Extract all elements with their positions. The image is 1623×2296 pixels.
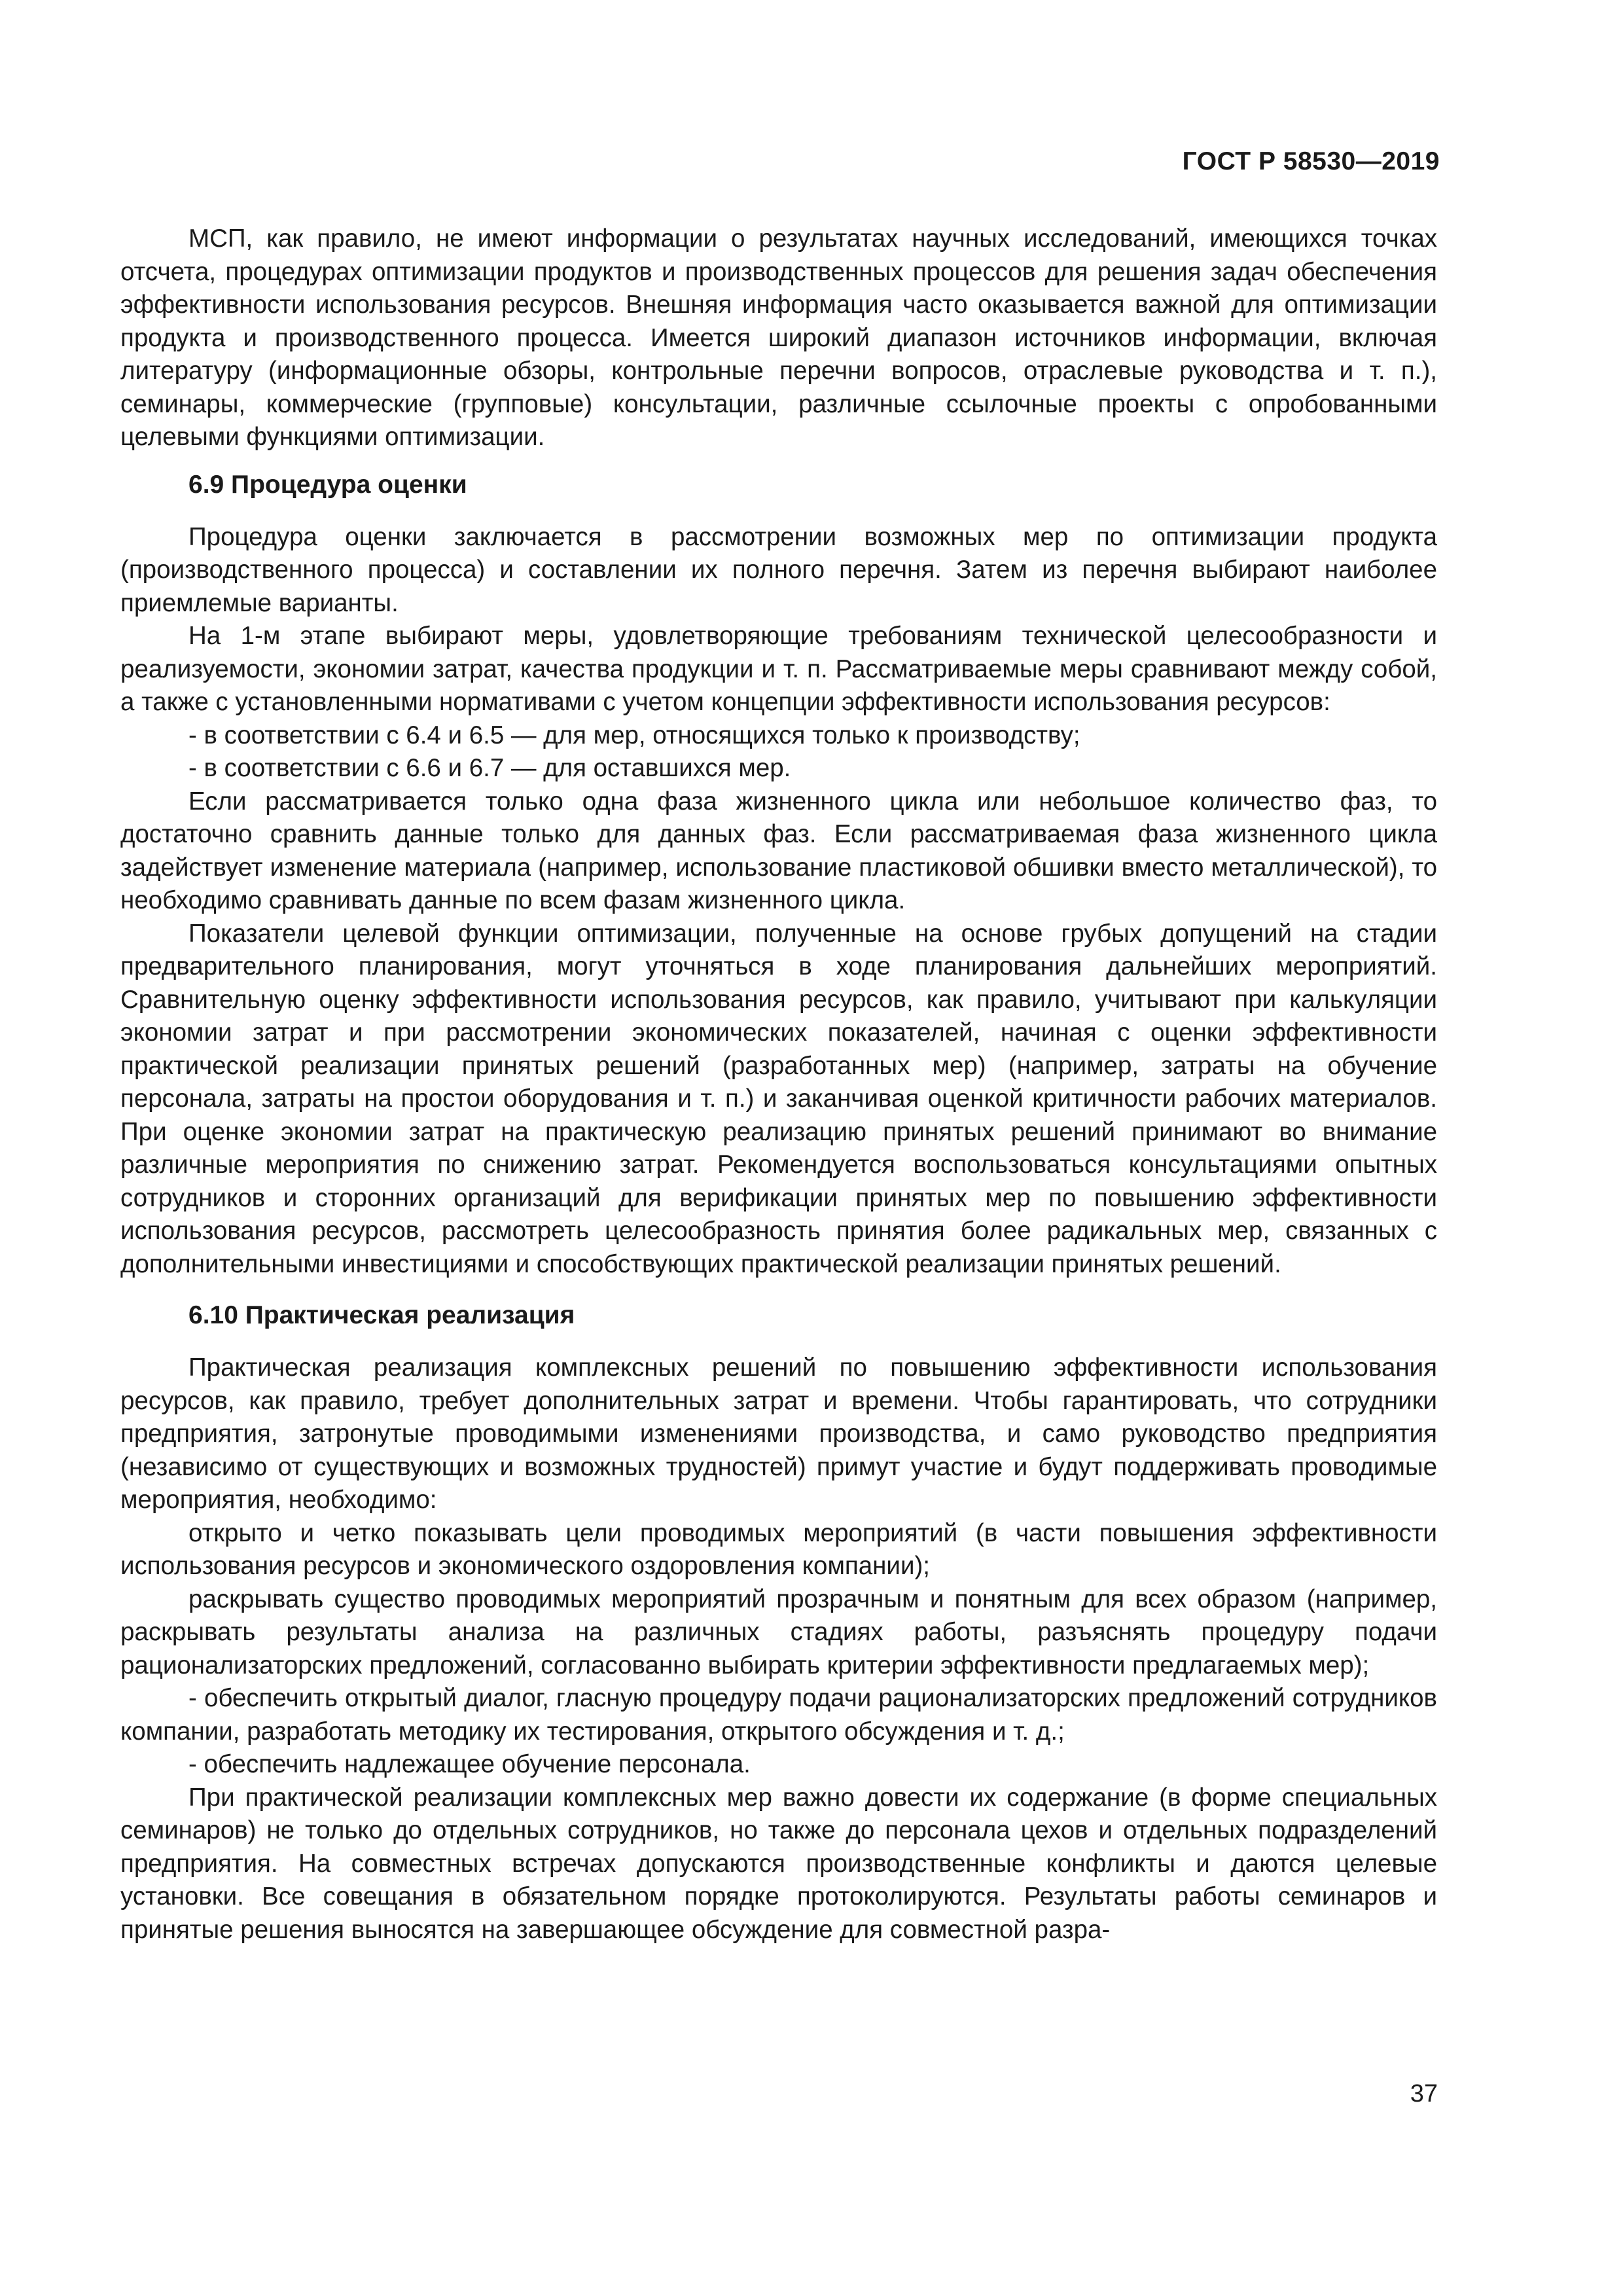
intro-paragraph: МСП, как правило, не имеют информации о результатах научных исследований, имеющихся точках отсчета, процедурах оптимизации продуктов и производственных процессов для решения задач обеспечения эффективности использования ресурсов. Внешняя информация часто оказывается важной для оптимизации продукта и производственного процесса. Имеется широкий диапазон источников информации, включая литературу (информационные обзоры, контрольные перечни вопросов, отраслевые руководства и т. п.), семинары, коммерческие (групповые) консультации, различные ссылочные проекты с опробованными целевыми функциями оптимизации. bbox=[120, 224, 1437, 451]
list-item: - в соответствии с 6.6 и 6.7 — для оставшихся мер. bbox=[188, 754, 791, 782]
page-number: 37 bbox=[1410, 2080, 1438, 2108]
standard-designation: ГОСТ Р 58530—2019 bbox=[1182, 147, 1440, 175]
list-item: - обеспечить надлежащее обучение персонала. bbox=[188, 1750, 751, 1778]
paragraph: Если рассматривается только одна фаза жизненного цикла или небольшое количество фаз, то достаточно сравнить данные только для данных фаз. Если рассматриваемая фаза жизненного цикла задействует изменение материала (например, использование пластиковой обшивки вместо металлической), то необходимо сравнивать данные по всем фазам жизненного цикла. bbox=[120, 787, 1437, 914]
paragraph: Показатели целевой функции оптимизации, полученные на основе грубых допущений на стадии предварительного планирования, могут уточняться в ходе планирования дальнейших мероприятий. Сравнительную оценку эффективности использования ресурсов, как правило, учитывают при калькуляции экономии затрат и при рассмотрении экономических показателей, начиная с оценки эффективности практической реализации принятых решений (разработанных мер) (например, затраты на обучение персонала, затраты на простои оборудования и т. п.) и заканчивая оценкой критичности рабочих материалов. При оценке экономии затрат на практическую реализацию принятых решений принимают во внимание различные мероприятия по снижению затрат. Рекомендуется воспользоваться консультациями опытных сотрудников и сторонних организаций для верификации принятых мер по повышению эффективности использования ресурсов, рассмотреть целесообразность принятия более радикальных мер, связанных с дополнительными инвестициями и способствующих практической реализации принятых решений. bbox=[120, 919, 1437, 1278]
paragraph: открыто и четко показывать цели проводимых мероприятий (в части повышения эффективности использования ресурсов и экономического оздоровления компании); bbox=[120, 1518, 1437, 1580]
paragraph: Процедура оценки заключается в рассмотрении возможных мер по оптимизации продукта (производственного процесса) и составлении их полного перечня. Затем из перечня выбирают наиболее приемлемые варианты. bbox=[120, 522, 1437, 617]
list-item: - в соответствии с 6.4 и 6.5 — для мер, относящихся только к производству; bbox=[188, 721, 1080, 749]
paragraph: раскрывать существо проводимых мероприятий прозрачным и понятным для всех образом (например, раскрывать результаты анализа на различных стадиях работы, разъяснять процедуру подачи рационализаторских предложений, согласованно выбирать критерии эффективности предлагаемых мер); bbox=[120, 1585, 1437, 1679]
section-heading-6-9: 6.9 Процедура оценки bbox=[188, 470, 467, 499]
paragraph: Практическая реализация комплексных решений по повышению эффективности использования ресурсов, как правило, требует дополнительных затрат и времени. Чтобы гарантировать, что сотрудники предприятия, затронутые проводимыми изменениями производства, и само руководство предприятия (независимо от существующих и возможных трудностей) примут участие и будут поддерживать проводимые мероприятия, необходимо: bbox=[120, 1354, 1437, 1514]
paragraph: На 1-м этапе выбирают меры, удовлетворяющие требованиям технической целесообразности и реализуемости, экономии затрат, качества продукции и т. п. Рассматриваемые меры сравнивают между собой, а также с установленными нормативами с учетом концепции эффективности использования ресурсов: bbox=[120, 622, 1437, 716]
page-body bbox=[120, 223, 1437, 1946]
list-item: - обеспечить открытый диалог, гласную процедуру подачи рационализаторских предложений сотрудников компании, разработать методику их тестирования, открытого обсуждения и т. д.; bbox=[120, 1684, 1437, 1746]
paragraph: При практической реализации комплексных мер важно довести их содержание (в форме специальных семинаров) не только до отдельных сотрудников, но также до персонала цехов и отдельных подразделений предприятия. На совместных встречах допускаются производственные конфликты и даются целевые установки. Все совещания в обязательном порядке протоколируются. Результаты работы семинаров и принятые решения выносятся на завершающее обсуждение для совместной разра- bbox=[120, 1783, 1437, 1944]
section-heading-6-10: 6.10 Практическая реализация bbox=[188, 1301, 575, 1329]
